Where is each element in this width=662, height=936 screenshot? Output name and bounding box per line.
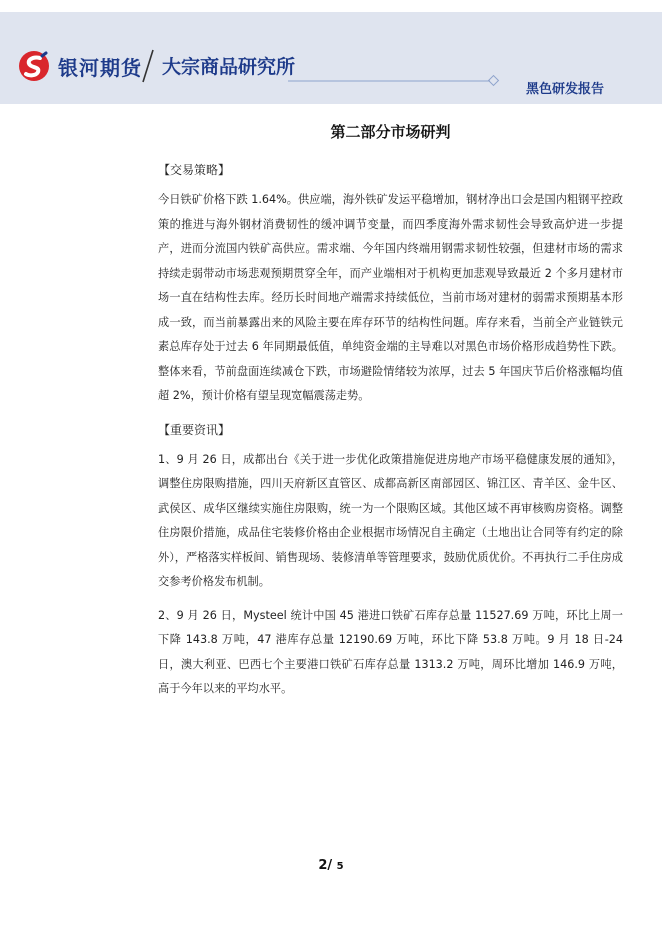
news-heading: 【重要资讯】: [158, 422, 231, 437]
strategy-paragraph: 今日铁矿价格下跌 1.64%。供应端，海外铁矿发运平稳增加，钢材净出口会是国内粗钢平控政策的推进与海外钢材消费韧性的缓冲调节变量，而四季度海外需求韧性会导致高炉进一步提产，进而分流国内铁矿高供应。需求端、今年国内终端用钢需求韧性较强，但建材市场的需求持续走弱带动市场悲观预期贯穿全年，而产业端相对于机构更加悲观导致最近 2 个多月建材市场一直在结构性去库。经历长时间地产端需求持续低位，当前市场对建材的弱需求预期基本形成一致，而当前暴露出来的风险主要在库存环节的结构性问题。库存来看，当前全产业链铁元素总库存处于过去 6 年同期最低值，单纯资金端的主导难以对黑色市场价格形成趋势性下跌。整体来看，节前盘面连续减仓下跌，市场避险情绪较为浓厚，过去 5 年国庆节后价格涨幅均值超 2%，预计价格有望呈现宽幅震荡走势。: [158, 193, 623, 402]
institute-name: 大宗商品研究所: [162, 56, 296, 78]
report-header: [0, 12, 662, 104]
strategy-heading: 【交易策略】: [158, 163, 231, 177]
page-number: [0, 858, 662, 873]
news-item: 2、9 月 26 日，Mysteel 统计中国 45 港进口铁矿石库存总量 11527.69 万吨，环比上周一下降 143.8 万吨，47 港库存总量 12190.69 万吨，环比下降 53.8 万吨。9 月 18 日-24 日，澳大利亚、巴西七个主要港口铁矿石库存总量 1313.2 万吨，周环比增加 146.9 万吨，高于今年以来的平均水平。: [158, 608, 623, 695]
header-decor-line: [288, 74, 500, 88]
page-total: 5: [336, 861, 344, 872]
report-content: [158, 118, 623, 711]
page-current: 2/: [318, 858, 333, 873]
company-name: 银河期货: [58, 56, 142, 80]
page-title: 第二部分市场研判: [330, 123, 451, 141]
report-type: 黑色研发报告: [525, 82, 604, 97]
news-item: 1、9 月 26 日，成都出台《关于进一步优化政策措施促进房地产市场平稳健康发展的通知》，调整住房限购措施，四川天府新区直管区、成都高新区南部园区、锦江区、青羊区、金牛区、武侯区、成华区继续实施住房限购，统一为一个限购区域。其他区域不再审核购房资格。调整住房限价措施，成品住宅装修价格由企业根据市场情况自主确定（土地出让合同等有约定的除外），严格落实样板间、销售现场、装修清单等管理要求，鼓励优质优价。不再执行二手住房成交参考价格发布机制。: [158, 452, 623, 588]
galaxy-logo-icon: [18, 50, 50, 82]
divider-slash: [142, 48, 154, 84]
